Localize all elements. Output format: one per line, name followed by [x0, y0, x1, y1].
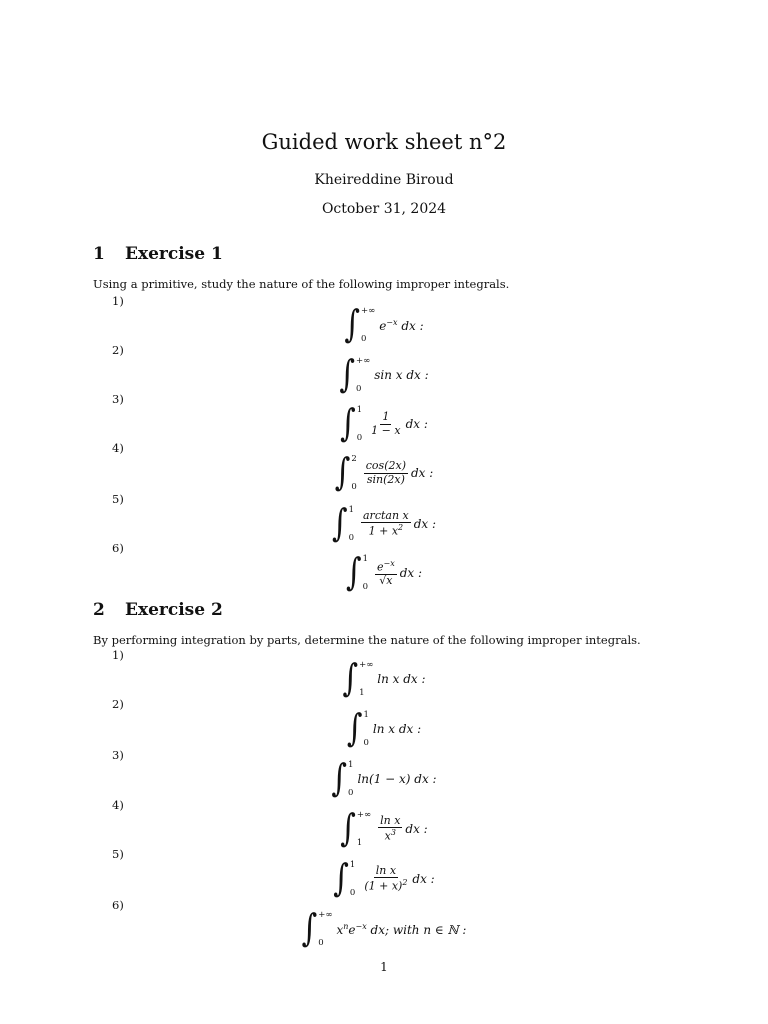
item-label: 5) [112, 847, 124, 861]
section-title: Exercise 1 [125, 244, 223, 264]
numerator: ln x [375, 863, 397, 877]
denominator: sin(2x) [366, 472, 405, 486]
integral-sign [345, 550, 368, 595]
item-label: 6) [112, 541, 124, 555]
fraction [364, 460, 408, 486]
integral-bounds [357, 810, 371, 848]
item-label: 5) [112, 492, 124, 506]
integral-symbol: ∫ [340, 806, 356, 851]
integral-bounds [350, 860, 355, 898]
lower-bound: 0 [349, 888, 356, 898]
page-number: 1 [380, 960, 388, 974]
lower-bound: 0 [348, 788, 354, 798]
formula-body [331, 501, 437, 546]
integral-bounds [363, 554, 368, 592]
formula-body [340, 806, 428, 851]
lower-bound: 0 [348, 533, 354, 543]
item-label: 3) [112, 748, 124, 762]
denominator: 1 − x [371, 423, 401, 437]
upper-bound: +∞ [359, 660, 374, 670]
integral-sign [344, 302, 376, 347]
item-label: 1) [112, 648, 124, 662]
formula-body [333, 856, 435, 901]
integral-bounds [357, 405, 362, 443]
fraction [361, 510, 411, 539]
section-heading-2 [93, 600, 223, 620]
integral-sign [342, 656, 374, 701]
integral-formula [0, 656, 768, 701]
upper-bound: 1 [356, 405, 363, 415]
item-label: 2) [112, 343, 124, 357]
integral-sign [339, 352, 371, 397]
integral-symbol: ∫ [301, 906, 318, 951]
integrand: ln(1 − x) dx : [357, 772, 437, 786]
upper-bound: 1 [362, 554, 368, 564]
integral-formula [0, 806, 768, 851]
document-title: Guided work sheet n°2 [261, 130, 507, 154]
item-label: 4) [112, 798, 124, 812]
numerator: cos(2x) [365, 458, 406, 472]
formula-body [339, 352, 429, 397]
integral-sign [340, 806, 372, 851]
integral-symbol: ∫ [339, 352, 355, 397]
lower-bound: 0 [356, 384, 362, 394]
integral-bounds [359, 660, 373, 698]
integral-bounds [349, 505, 354, 543]
integrand: sin x dx : [374, 368, 429, 382]
integral-bounds [318, 910, 332, 948]
section-intro-1: Using a primitive, study the nature of the following improper integrals. [93, 277, 510, 291]
integral-bounds [351, 454, 356, 492]
numerator: 1 [382, 409, 390, 423]
integrand-tail: dx : [405, 417, 428, 431]
document-author: Kheireddine Biroud [314, 172, 454, 188]
lower-bound: 0 [363, 738, 369, 748]
denominator: $x^3$ [384, 828, 396, 843]
integral-symbol: ∫ [333, 856, 349, 901]
section-number: 2 [93, 600, 105, 620]
item-label: 1) [112, 294, 124, 308]
lower-bound: 0 [351, 482, 357, 492]
upper-bound: +∞ [360, 306, 376, 316]
fraction [362, 865, 409, 894]
integral-symbol: ∫ [342, 656, 359, 701]
numerator: $e^{-x}$ [377, 558, 395, 574]
integral-bounds [348, 760, 353, 798]
integral-sign [334, 450, 357, 495]
lower-bound: 1 [359, 688, 365, 698]
integrand-tail: dx : [410, 466, 434, 480]
numerator: arctan x [363, 508, 409, 522]
section-heading-1 [93, 244, 223, 264]
integral-formula [0, 756, 768, 801]
integral-symbol: ∫ [344, 302, 360, 347]
integral-formula [0, 856, 768, 901]
integral-formula [0, 352, 768, 397]
integral-sign [301, 906, 333, 951]
fraction [369, 411, 402, 437]
upper-bound: +∞ [318, 910, 333, 920]
fraction [375, 559, 397, 588]
integral-formula [0, 401, 768, 446]
item-label: 3) [112, 392, 124, 406]
formula-body [344, 302, 424, 347]
integrand-tail: dx : [412, 872, 435, 886]
numerator: ln x [380, 813, 401, 827]
fraction [378, 815, 402, 844]
item-label: 6) [112, 898, 124, 912]
upper-bound: +∞ [356, 810, 372, 820]
section-intro-2: By performing integration by parts, determine the nature of the following improper integrals. [93, 633, 641, 647]
section-title: Exercise 2 [125, 600, 223, 620]
formula-body [342, 656, 426, 701]
formula-body [331, 756, 437, 801]
section-number: 1 [93, 244, 105, 264]
lower-bound: 1 [356, 838, 363, 848]
integral-formula [0, 706, 768, 751]
integrand: $x^ne^{-x}$ dx; with n ∈ ℕ : [336, 921, 467, 937]
upper-bound: +∞ [356, 356, 371, 366]
integral-formula [0, 302, 768, 347]
lower-bound: 0 [362, 582, 368, 592]
integral-sign [340, 401, 363, 446]
integral-formula [0, 906, 768, 951]
formula-body [346, 706, 422, 751]
integrand: ln x dx : [377, 672, 426, 686]
denominator: √x [379, 573, 393, 587]
lower-bound: 0 [356, 433, 363, 443]
integral-symbol: ∫ [345, 550, 362, 595]
integral-formula [0, 550, 768, 595]
integrand-tail: dx : [413, 517, 437, 531]
lower-bound: 0 [360, 334, 367, 344]
integrand: $e^{-x}$ dx : [379, 317, 424, 333]
formula-body [340, 401, 428, 446]
formula-body [301, 906, 467, 951]
integral-symbol: ∫ [340, 401, 356, 446]
integral-sign [346, 706, 369, 751]
integral-bounds [356, 356, 370, 394]
integral-sign [333, 856, 356, 901]
integral-sign [331, 501, 354, 546]
formula-body [334, 450, 434, 495]
formula-body [345, 550, 423, 595]
integral-formula [0, 501, 768, 546]
integral-formula [0, 450, 768, 495]
upper-bound: 1 [349, 860, 356, 870]
integral-bounds [361, 306, 375, 344]
item-label: 4) [112, 441, 124, 455]
denominator: $(1 + x)^2$ [364, 878, 408, 893]
integral-sign [331, 756, 354, 801]
integral-symbol: ∫ [346, 706, 363, 751]
item-label: 2) [112, 697, 124, 711]
integrand: ln x dx : [372, 722, 422, 736]
upper-bound: 1 [363, 710, 369, 720]
upper-bound: 2 [351, 454, 357, 464]
integral-bounds [363, 710, 368, 748]
upper-bound: 1 [348, 760, 354, 770]
upper-bound: 1 [348, 505, 354, 515]
integrand-tail: dx : [399, 566, 423, 580]
integrand-tail: dx : [405, 822, 428, 836]
lower-bound: 0 [318, 938, 324, 948]
integral-symbol: ∫ [331, 756, 348, 801]
integral-symbol: ∫ [331, 501, 348, 546]
integral-symbol: ∫ [334, 450, 351, 495]
document-date: October 31, 2024 [321, 201, 447, 217]
denominator: $1 + x^2$ [368, 523, 404, 538]
